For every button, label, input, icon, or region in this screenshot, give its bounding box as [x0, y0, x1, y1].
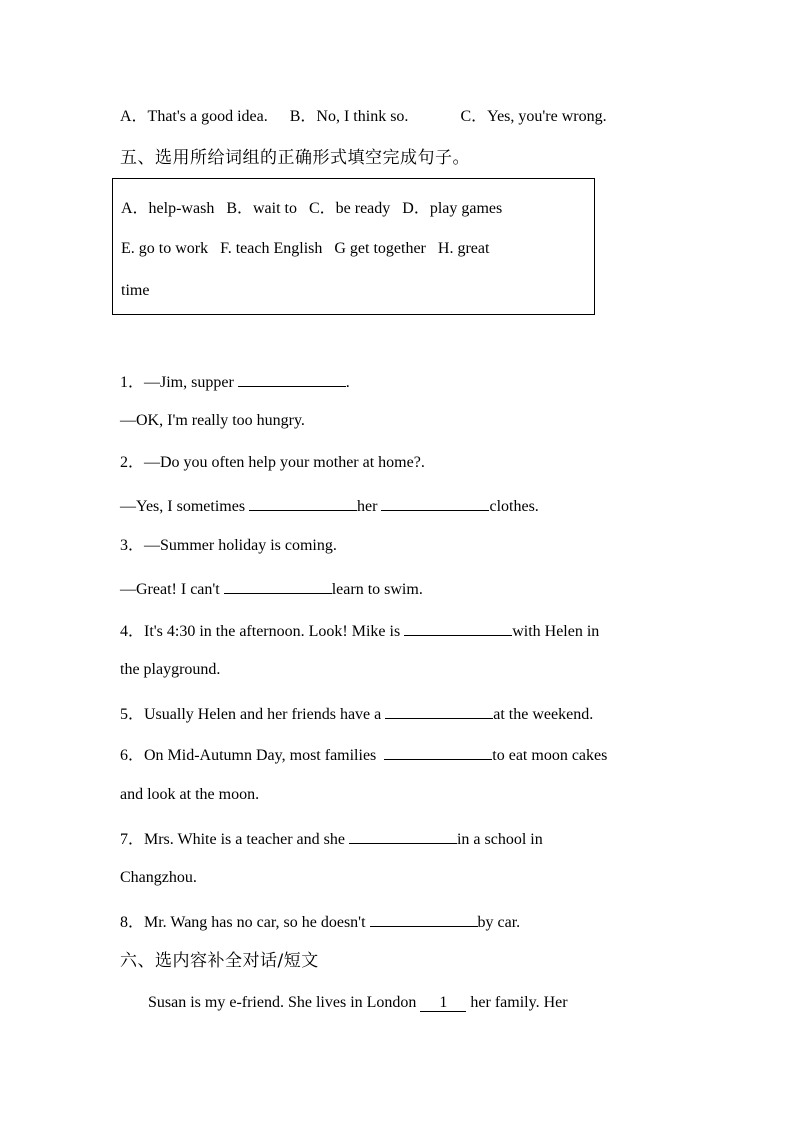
question-2-line-a: 2．—Do you often help your mother at home?.: [120, 454, 425, 471]
q4-text-post: with Helen in: [512, 623, 600, 640]
word-bank-line-3: time: [121, 282, 150, 299]
option-c: C．Yes, you're wrong.: [460, 108, 607, 125]
question-6-line-b: and look at the moon.: [120, 786, 260, 803]
question-6-line-a: [120, 743, 607, 766]
q8-text-post: by car.: [477, 914, 521, 931]
q2-text-mid: her: [357, 498, 378, 515]
section-5-heading: 五、选用所给词组的正确形式填空完成句子。: [120, 148, 470, 168]
q1-blank[interactable]: [238, 370, 346, 387]
q7-text-post: in a school in: [456, 831, 543, 848]
word-bank-line-1: A．help-wash B．wait to C．be ready D．play games: [121, 200, 503, 217]
passage-blank-1[interactable]: 1: [420, 995, 466, 1012]
q5-blank[interactable]: [385, 702, 493, 719]
question-1-line-a: [120, 370, 350, 393]
q4-blank[interactable]: [404, 619, 512, 636]
question-2-line-b: [120, 494, 539, 517]
q2-text-post: clothes.: [489, 498, 539, 515]
option-a: A．That's a good idea.: [120, 108, 268, 125]
q2-blank-1[interactable]: [249, 494, 357, 511]
q2-blank-2[interactable]: [381, 494, 489, 511]
q7-blank[interactable]: [349, 827, 457, 844]
section-6-heading: 六、选内容补全对话/短文: [120, 951, 319, 971]
q3-text-pre: —Great! I can't: [120, 581, 220, 598]
question-5-line: [120, 702, 593, 725]
question-8-line: [120, 910, 520, 933]
word-bank-box: [112, 178, 595, 315]
passage-text-post: her family. Her: [470, 994, 568, 1011]
q5-text-pre: 5．Usually Helen and her friends have a: [120, 706, 382, 723]
q1-text: 1．—Jim, supper: [120, 374, 234, 391]
q2-text-pre: —Yes, I sometimes: [120, 498, 246, 515]
question-1-line-b: —OK, I'm really too hungry.: [120, 412, 305, 429]
q8-blank[interactable]: [370, 910, 478, 927]
passage-line-1: [148, 993, 568, 1013]
q8-text-pre: 8．Mr. Wang has no car, so he doesn't: [120, 914, 366, 931]
q1-period: .: [345, 374, 350, 391]
q3-text-post: learn to swim.: [331, 581, 423, 598]
q5-text-post: at the weekend.: [493, 706, 594, 723]
question-3-line-b: [120, 577, 423, 600]
q4-text-pre: 4．It's 4:30 in the afternoon. Look! Mike is: [120, 623, 401, 640]
question-7-line-a: [120, 827, 543, 850]
q7-text-pre: 7．Mrs. White is a teacher and she: [120, 831, 345, 848]
question-7-line-b: Changzhou.: [120, 869, 197, 886]
q6-blank[interactable]: [384, 743, 492, 760]
word-bank-line-2: E. go to work F. teach English G get together H. great: [121, 240, 490, 257]
q6-text-pre: 6．On Mid-Autumn Day, most families: [120, 747, 377, 764]
question-4-line-b: the playground.: [120, 661, 221, 678]
question-3-line-a: 3．—Summer holiday is coming.: [120, 537, 337, 554]
question-4-line-a: [120, 619, 599, 642]
previous-question-options: [120, 107, 607, 127]
q3-blank[interactable]: [224, 577, 332, 594]
passage-text-pre: Susan is my e-friend. She lives in London: [148, 994, 417, 1011]
option-b: B．No, I think so.: [289, 108, 409, 125]
q6-text-post: to eat moon cakes: [492, 747, 608, 764]
